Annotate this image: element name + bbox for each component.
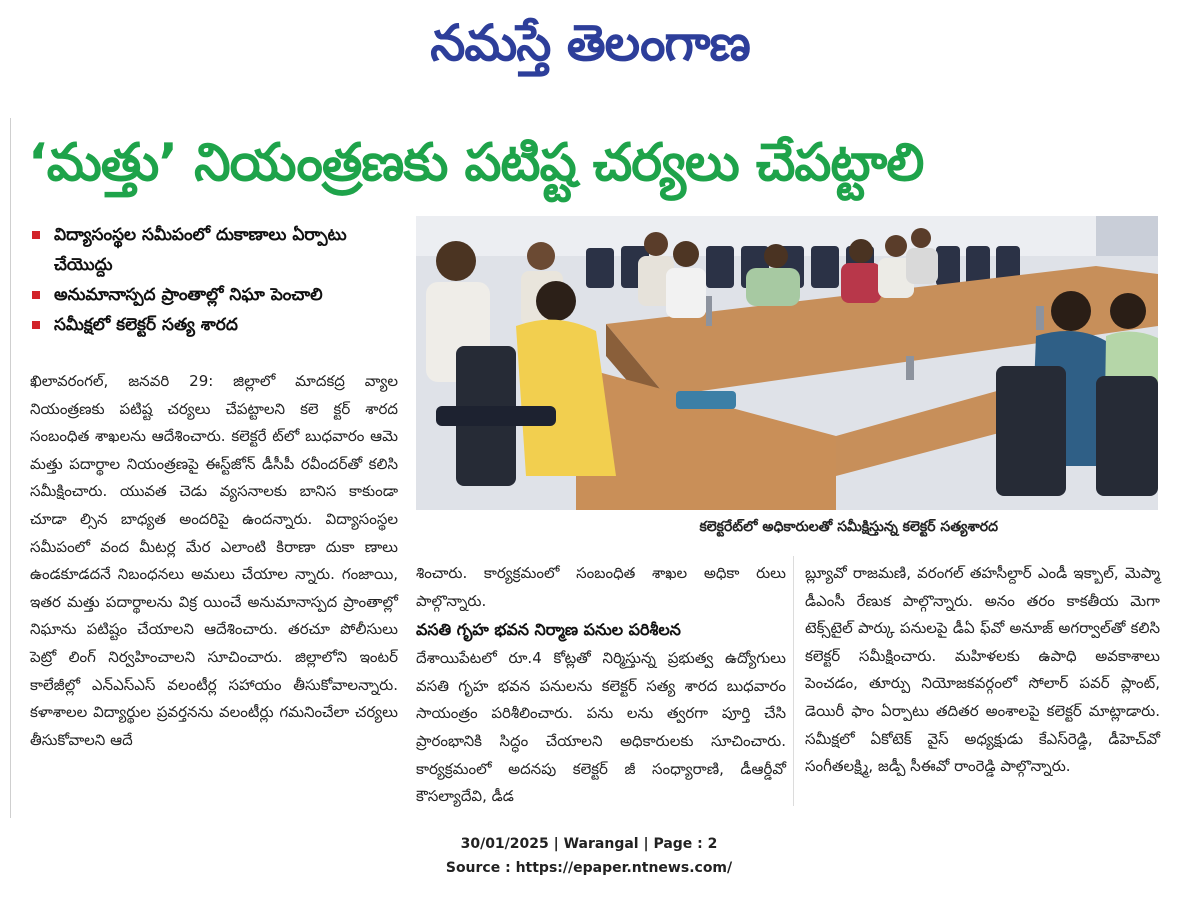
subheading: వసతి గృహ భవన నిర్మాణ పనుల పరిశీలన — [416, 620, 681, 640]
article-column-3: బ్ల్యూవో రాజమణి, వరంగల్‌ తహసీల్దార్‌ ఎండీ ఇక్బాల్‌, మెప్మా డీఎంసీ రేణుక పాల్గొన్నారు. అనం తరం కాకతీయ మెగా టెక్స్‌టైల్‌ పార్కు పనులపై డీఏ ఫ్‌వో అనూజ్‌ అగర్వాల్‌తో కలిసి కలెక్టర్‌ సమీక్షించారు. మహిళలకు ఉపాధి అవకాశాలు పెంచడం, తూర్పు నియోజకవర్గంలో సోలార్‌ పవర్‌ ప్లాంట్‌, డెయిరీ ఫాం ఏర్పాటు తదితర అంశాలపై కలెక్టర్‌ మాట్లాడారు. సమీక్షలో ఏకోటెక్‌ వైస్‌ అధ్యక్షుడు కేఎస్‌రెడ్డి, డీహెచ్‌వో సంగీతలక్ష్మి, జడ్పీ సీఈవో రాంరెడ్డి పాల్గొన్నారు. — [805, 564, 1160, 776]
page-border — [10, 118, 11, 818]
news-photo — [416, 216, 1158, 510]
footer-date-edition: 30/01/2025 | Warangal | Page : 2 — [460, 836, 718, 852]
masthead-logo: నమస్తే తెలంగాణ — [430, 13, 750, 72]
photo-caption: కలెక్టరేట్‌లో అధికారులతో సమీక్షిస్తున్న కలెక్టర్‌ సత్యశారద — [699, 519, 998, 535]
column-2-text-b: దేశాయిపేటలో రూ.4 కోట్లతో నిర్మిస్తున్న ప్రభుత్వ ఉద్యోగులు వసతి గృహ భవన పనులను కలెక్టర్‌ సత్య శారద బుధవారం సాయంత్రం పరిశీలించారు. పను లను త్వరగా పూర్తి చేసి ప్రారంభానికి సిద్ధం చేయాలని అధికారులకు సూచించారు. కార్యక్రమంలో అదనపు కలెక్టర్‌ జీ సంధ్యారాణి, డీఆర్డీవో కౌసల్యాదేవి, డీడ — [416, 649, 786, 806]
bullet-item: సమీక్షలో కలెక్టర్‌ సత్య శారద — [28, 310, 398, 340]
article-column-1: ఖిలావరంగల్‌, జనవరి 29: జిల్లాలో మాదకద్ర వ్యాల నియంత్రణకు పటిష్ట చర్యలు చేపట్టాలని కలె క్టర్‌ శారద సంబంధిత శాఖలను ఆదేశించారు. కలెక్టరే ట్‌లో బుధవారం ఆమె మత్తు పదార్థాల నియంత్రణపై ఈస్ట్‌జోన్‌ డీసీపీ రవీందర్‌తో కలిసి సమీక్షించారు. యువత చెడు వ్యసనాలకు బానిస కాకుండా చూడా ల్సిన బాధ్యత అందరిపై ఉందన్నారు. విద్యాసంస్థల సమీపంలో వంద మీటర్ల మేర ఎలాంటి కిరాణా దుకా ణాలు ఉండకూడదనే నిబంధనలు అమలు చేయాల న్నారు. గంజాయి, ఇతర మత్తు పదార్థాలను విక్ర యించే అనుమానాస్పద ప్రాంతాల్లో నిఘాను పటిష్టం చేయాలని ఆదేశించారు. తరచూ పోలీసులు పెట్రో లింగ్‌ నిర్వహించాలని సూచించారు. జిల్లాలోని ఇంటర్‌ కాలేజీల్లో ఎన్‌ఎస్‌ఎస్‌ వలంటీర్ల సహాయం తీసుకోవాలన్నారు. కళాశాలల విద్యార్థుల ప్రవర్తనను వలంటీర్లు గమనించేలా చర్యలు తీసుకోవాలని ఆదే — [30, 372, 398, 749]
footer — [0, 832, 1178, 880]
bullet-item: విద్యాసంస్థల సమీపంలో దుకాణాలు ఏర్పాటు చేయొద్దు — [28, 220, 398, 280]
headline: ‘మత్తు’ నియంత్రణకు పటిష్ట చర్యలు చేపట్టాలి — [28, 133, 924, 193]
column-divider — [793, 556, 794, 806]
footer-source: Source : https://epaper.ntnews.com/ — [445, 860, 733, 876]
article-column-2 — [416, 560, 786, 811]
bullet-item: అనుమానాస్పద ప్రాంతాల్లో నిఘా పెంచాలి — [28, 280, 398, 310]
bullet-list — [28, 220, 398, 340]
column-2-text-a: శించారు. కార్యక్రమంలో సంబంధిత శాఖల అధికా రులు పాల్గొన్నారు. — [416, 564, 786, 610]
